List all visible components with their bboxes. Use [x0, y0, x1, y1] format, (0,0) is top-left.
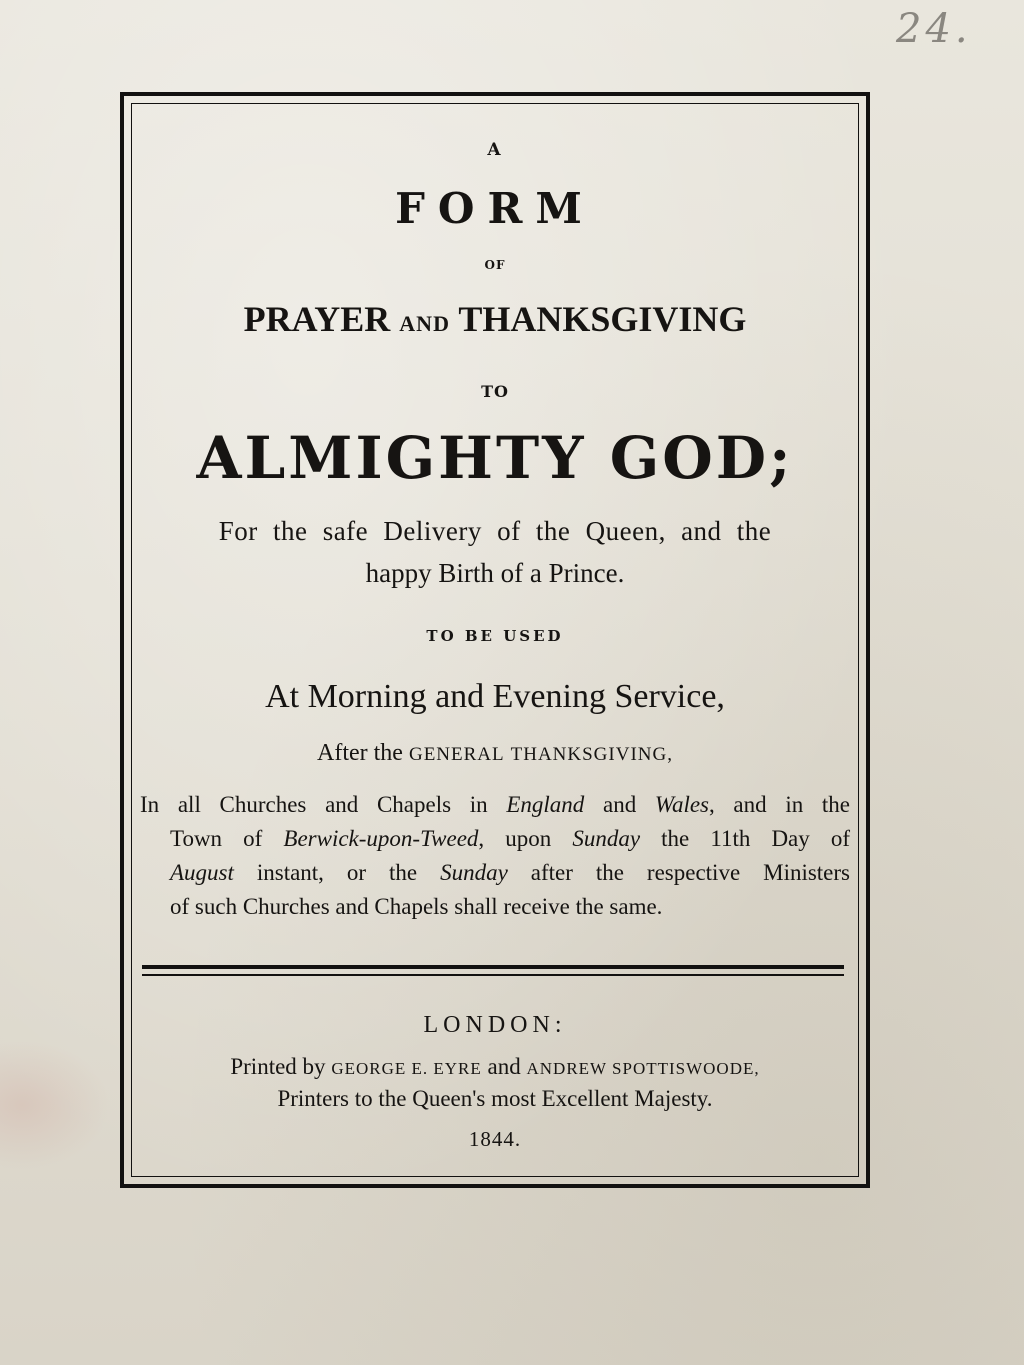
paragraph-line-3	[140, 856, 850, 890]
title-almighty-god: ALMIGHTY GOD;	[196, 424, 794, 492]
to-be-used: TO BE USED	[426, 627, 564, 645]
title-prayer: PRAYER	[243, 299, 391, 339]
occasion-line-1: For the safe Delivery of the Queen, and the	[218, 516, 772, 546]
paragraph-text: , upon	[478, 826, 573, 851]
paragraph-line-1	[140, 788, 850, 822]
after-general: GENERAL	[408, 744, 505, 765]
imprint-printers-title: Printers to the Queen's most Excellent Majesty.	[277, 1086, 713, 1111]
imprint-printers-names	[131, 1054, 859, 1080]
divider-thick	[142, 965, 844, 969]
paragraph-text: , and in the	[709, 792, 851, 817]
paragraph-text: In all Churches and Chapels in	[140, 792, 507, 817]
title-and: AND	[399, 311, 450, 336]
imprint-and: and	[487, 1054, 521, 1079]
printer-andrew-spottiswoode: ANDREW SPOTTISWOODE,	[526, 1059, 760, 1078]
title-article: A	[487, 140, 503, 160]
paragraph-text: Town of	[170, 826, 284, 851]
month-august: August	[170, 860, 234, 885]
place-berwick: Berwick-upon-Tweed	[283, 826, 479, 851]
handwritten-page-number: 24.	[896, 6, 972, 52]
day-sunday: Sunday	[572, 826, 641, 851]
imprint-city: LONDON:	[423, 1012, 567, 1038]
occasion-line-2: happy Birth of a Prince.	[365, 558, 625, 588]
paragraph-line-2	[140, 822, 850, 856]
instructions-paragraph	[140, 788, 850, 924]
title-prayer-and-thanksgiving	[131, 298, 859, 340]
paragraph-text: and	[584, 792, 655, 817]
paragraph-line-4: of such Churches and Chapels shall receive the same.	[170, 894, 663, 919]
imprint-year: 1844.	[468, 1127, 522, 1151]
after-general-thanksgiving	[131, 740, 859, 767]
title-to: TO	[481, 382, 509, 401]
paragraph-text: instant, or the	[233, 860, 441, 885]
service-line: At Morning and Evening Service,	[265, 678, 725, 715]
paragraph-text: the 11th Day of	[640, 826, 851, 851]
title-thanksgiving: THANKSGIVING	[458, 299, 747, 339]
after-thanksgiving: THANKSGIVING,	[510, 744, 673, 765]
printer-george-eyre: GEORGE E. EYRE	[331, 1059, 482, 1078]
after-prefix: After the	[317, 740, 403, 766]
day-sunday: Sunday	[440, 860, 508, 885]
paragraph-text: after the respective Ministers	[507, 860, 851, 885]
title-of: OF	[484, 258, 506, 272]
printed-by: Printed by	[230, 1054, 326, 1079]
place-england: England	[506, 792, 585, 817]
place-wales: Wales	[654, 792, 709, 817]
title-form: FORM	[395, 184, 595, 233]
divider-thin	[142, 974, 844, 976]
paper-stain	[0, 1040, 110, 1170]
